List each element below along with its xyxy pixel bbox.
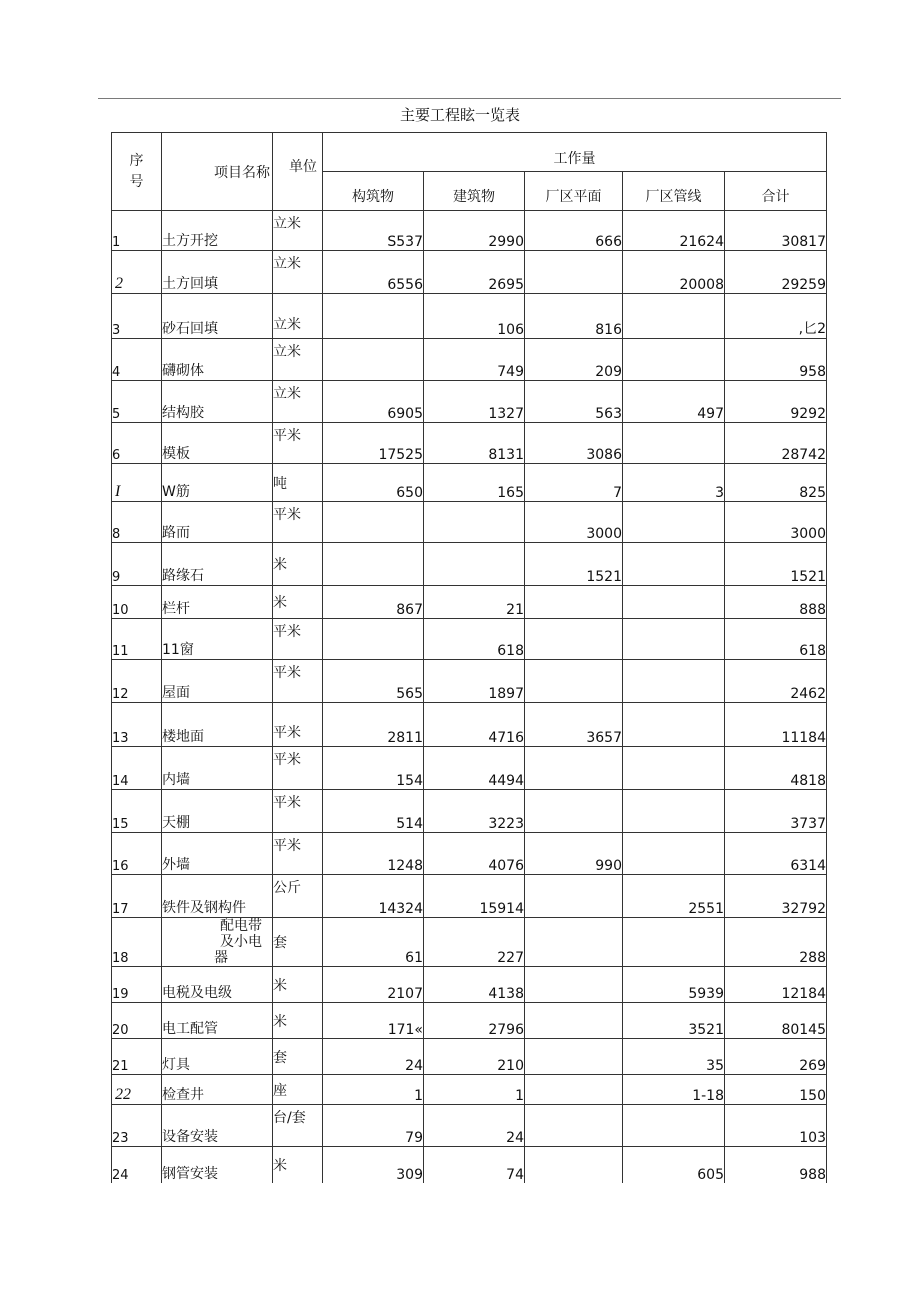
row-site-plane: 3000 bbox=[525, 502, 623, 543]
table-row bbox=[112, 875, 827, 918]
table-row bbox=[112, 747, 827, 790]
row-structures bbox=[323, 339, 424, 381]
row-unit: 公斤 bbox=[273, 875, 323, 918]
row-buildings: 1 bbox=[424, 1075, 525, 1105]
header-seq: 序号 bbox=[112, 133, 162, 211]
row-name: 检查井 bbox=[162, 1075, 273, 1105]
row-name-line: 器 bbox=[214, 950, 228, 966]
row-unit: 米 bbox=[273, 586, 323, 619]
row-unit: 米 bbox=[273, 1147, 323, 1183]
row-unit: 立米 bbox=[273, 251, 323, 294]
row-structures: 565 bbox=[323, 660, 424, 703]
row-structures: 1248 bbox=[323, 833, 424, 875]
row-structures: 24 bbox=[323, 1039, 424, 1075]
row-name: 内墙 bbox=[162, 747, 273, 790]
row-seq: 18 bbox=[112, 918, 162, 967]
header-unit: 单位 bbox=[273, 133, 323, 211]
row-seq: 5 bbox=[112, 381, 162, 423]
table-row bbox=[112, 833, 827, 875]
row-seq: 21 bbox=[112, 1039, 162, 1075]
row-site-plane bbox=[525, 1039, 623, 1075]
row-site-pipelines bbox=[623, 833, 725, 875]
row-name: 屋面 bbox=[162, 660, 273, 703]
row-site-pipelines bbox=[623, 294, 725, 339]
row-structures: 79 bbox=[323, 1105, 424, 1147]
row-site-pipelines bbox=[623, 1105, 725, 1147]
row-structures bbox=[323, 619, 424, 660]
row-site-pipelines bbox=[623, 502, 725, 543]
row-total: 80145 bbox=[725, 1003, 827, 1039]
row-seq: 19 bbox=[112, 967, 162, 1003]
row-site-plane: 1521 bbox=[525, 543, 623, 586]
row-site-plane bbox=[525, 1147, 623, 1183]
row-buildings: 227 bbox=[424, 918, 525, 967]
row-unit: 米 bbox=[273, 543, 323, 586]
row-unit: 平米 bbox=[273, 790, 323, 833]
row-buildings: 1327 bbox=[424, 381, 525, 423]
row-structures bbox=[323, 502, 424, 543]
quantities-table bbox=[111, 132, 827, 1183]
row-structures: 1 bbox=[323, 1075, 424, 1105]
row-site-plane bbox=[525, 1075, 623, 1105]
row-site-plane: 209 bbox=[525, 339, 623, 381]
row-total: ,匕2 bbox=[725, 294, 827, 339]
row-name: 铁件及钢构件 bbox=[162, 875, 273, 918]
row-structures: 650 bbox=[323, 464, 424, 502]
row-unit: 平米 bbox=[273, 703, 323, 747]
row-site-plane bbox=[525, 1105, 623, 1147]
row-name: 礴砌体 bbox=[162, 339, 273, 381]
table-row bbox=[112, 1003, 827, 1039]
row-seq: 9 bbox=[112, 543, 162, 586]
row-name: 路缘石 bbox=[162, 543, 273, 586]
row-unit: 平米 bbox=[273, 502, 323, 543]
row-total: 288 bbox=[725, 918, 827, 967]
row-unit: 套 bbox=[273, 1039, 323, 1075]
row-name: 11窗 bbox=[162, 619, 273, 660]
row-unit: 座 bbox=[273, 1075, 323, 1105]
row-buildings bbox=[424, 502, 525, 543]
row-site-plane: 3086 bbox=[525, 423, 623, 464]
header-col-site-plane: 厂区平面 bbox=[525, 172, 623, 211]
table-row bbox=[112, 464, 827, 502]
row-site-plane bbox=[525, 619, 623, 660]
row-name: 土方回填 bbox=[162, 251, 273, 294]
row-total: 2462 bbox=[725, 660, 827, 703]
row-seq: 11 bbox=[112, 619, 162, 660]
header-col-buildings: 建筑物 bbox=[424, 172, 525, 211]
header-workload: 工作量 bbox=[323, 133, 827, 172]
row-seq: 1 bbox=[112, 211, 162, 251]
row-buildings: 165 bbox=[424, 464, 525, 502]
row-name-line: 配电带及小电 bbox=[220, 918, 262, 950]
row-seq: 24 bbox=[112, 1147, 162, 1183]
row-structures: 14324 bbox=[323, 875, 424, 918]
row-buildings: 15914 bbox=[424, 875, 525, 918]
header-col-site-pipelines: 厂区管线 bbox=[623, 172, 725, 211]
row-name: 钢管安装 bbox=[162, 1147, 273, 1183]
row-site-pipelines: 3 bbox=[623, 464, 725, 502]
row-name: 结构胶 bbox=[162, 381, 273, 423]
row-buildings: 210 bbox=[424, 1039, 525, 1075]
row-structures: 2107 bbox=[323, 967, 424, 1003]
table-row bbox=[112, 381, 827, 423]
table-row bbox=[112, 967, 827, 1003]
row-buildings: 618 bbox=[424, 619, 525, 660]
row-site-plane bbox=[525, 875, 623, 918]
row-buildings: 74 bbox=[424, 1147, 525, 1183]
row-unit: 立米 bbox=[273, 381, 323, 423]
row-site-pipelines bbox=[623, 543, 725, 586]
row-total: 29259 bbox=[725, 251, 827, 294]
row-name: 灯具 bbox=[162, 1039, 273, 1075]
row-name: 外墙 bbox=[162, 833, 273, 875]
row-structures bbox=[323, 294, 424, 339]
row-name: 栏杆 bbox=[162, 586, 273, 619]
row-site-plane: 563 bbox=[525, 381, 623, 423]
row-buildings: 2796 bbox=[424, 1003, 525, 1039]
row-unit: 套 bbox=[273, 918, 323, 967]
row-site-pipelines bbox=[623, 619, 725, 660]
table-row bbox=[112, 502, 827, 543]
row-total: 618 bbox=[725, 619, 827, 660]
row-unit: 平米 bbox=[273, 660, 323, 703]
table-row bbox=[112, 1105, 827, 1147]
row-unit: 立米 bbox=[273, 294, 323, 339]
row-buildings: 8131 bbox=[424, 423, 525, 464]
row-seq: 17 bbox=[112, 875, 162, 918]
row-structures: 171« bbox=[323, 1003, 424, 1039]
row-total: 988 bbox=[725, 1147, 827, 1183]
table-row bbox=[112, 423, 827, 464]
row-seq: 15 bbox=[112, 790, 162, 833]
row-site-pipelines bbox=[623, 586, 725, 619]
row-site-pipelines bbox=[623, 339, 725, 381]
table-title: 主要工程眩一览表 bbox=[399, 106, 520, 124]
row-structures: 2811 bbox=[323, 703, 424, 747]
row-buildings: 21 bbox=[424, 586, 525, 619]
table-row bbox=[112, 211, 827, 251]
row-total: 150 bbox=[725, 1075, 827, 1105]
row-buildings: 3223 bbox=[424, 790, 525, 833]
row-name: 土方开挖 bbox=[162, 211, 273, 251]
table-row bbox=[112, 790, 827, 833]
row-site-pipelines bbox=[623, 423, 725, 464]
row-structures: 514 bbox=[323, 790, 424, 833]
table-row bbox=[112, 251, 827, 294]
table-row bbox=[112, 1075, 827, 1105]
row-name: W筋 bbox=[162, 464, 273, 502]
row-total: 269 bbox=[725, 1039, 827, 1075]
table-row bbox=[112, 586, 827, 619]
row-total: 4818 bbox=[725, 747, 827, 790]
top-rule bbox=[98, 98, 841, 99]
table-row bbox=[112, 1147, 827, 1183]
table-row bbox=[112, 619, 827, 660]
row-name: 模板 bbox=[162, 423, 273, 464]
row-total: 888 bbox=[725, 586, 827, 619]
row-site-pipelines bbox=[623, 790, 725, 833]
row-total: 12184 bbox=[725, 967, 827, 1003]
row-unit: 立米 bbox=[273, 339, 323, 381]
row-site-plane bbox=[525, 1003, 623, 1039]
row-seq: 14 bbox=[112, 747, 162, 790]
row-unit: 平米 bbox=[273, 747, 323, 790]
row-seq: 2 bbox=[112, 251, 162, 294]
row-structures: 154 bbox=[323, 747, 424, 790]
row-site-plane: 666 bbox=[525, 211, 623, 251]
row-name: 砂石回填 bbox=[162, 294, 273, 339]
row-buildings: 1897 bbox=[424, 660, 525, 703]
row-site-plane bbox=[525, 790, 623, 833]
table-row bbox=[112, 703, 827, 747]
row-unit: 平米 bbox=[273, 833, 323, 875]
row-buildings: 2990 bbox=[424, 211, 525, 251]
row-total: 1521 bbox=[725, 543, 827, 586]
row-unit: 米 bbox=[273, 967, 323, 1003]
row-structures: 17525 bbox=[323, 423, 424, 464]
row-site-plane bbox=[525, 660, 623, 703]
row-seq: 3 bbox=[112, 294, 162, 339]
row-buildings: 4494 bbox=[424, 747, 525, 790]
row-total: 103 bbox=[725, 1105, 827, 1147]
row-seq: 13 bbox=[112, 703, 162, 747]
row-site-plane bbox=[525, 747, 623, 790]
header-col-total: 合计 bbox=[725, 172, 827, 211]
row-site-pipelines: 1-18 bbox=[623, 1075, 725, 1105]
row-site-pipelines: 5939 bbox=[623, 967, 725, 1003]
row-total: 11184 bbox=[725, 703, 827, 747]
row-total: 3737 bbox=[725, 790, 827, 833]
row-structures: 6905 bbox=[323, 381, 424, 423]
row-site-pipelines: 3521 bbox=[623, 1003, 725, 1039]
table-row bbox=[112, 543, 827, 586]
row-site-pipelines: 605 bbox=[623, 1147, 725, 1183]
row-site-pipelines: 497 bbox=[623, 381, 725, 423]
row-site-pipelines: 2551 bbox=[623, 875, 725, 918]
row-buildings: 24 bbox=[424, 1105, 525, 1147]
table-row bbox=[112, 1039, 827, 1075]
row-seq: 10 bbox=[112, 586, 162, 619]
row-seq: 23 bbox=[112, 1105, 162, 1147]
row-site-pipelines bbox=[623, 747, 725, 790]
row-site-plane bbox=[525, 251, 623, 294]
row-total: 825 bbox=[725, 464, 827, 502]
row-total: 30817 bbox=[725, 211, 827, 251]
row-name: 设备安装 bbox=[162, 1105, 273, 1147]
row-site-plane bbox=[525, 918, 623, 967]
table-row bbox=[112, 660, 827, 703]
row-site-pipelines: 35 bbox=[623, 1039, 725, 1075]
row-unit: 平米 bbox=[273, 423, 323, 464]
row-site-pipelines bbox=[623, 918, 725, 967]
row-seq: 8 bbox=[112, 502, 162, 543]
row-seq: 12 bbox=[112, 660, 162, 703]
row-name: 路而 bbox=[162, 502, 273, 543]
row-site-pipelines: 21624 bbox=[623, 211, 725, 251]
header-col-structures: 构筑物 bbox=[323, 172, 424, 211]
row-seq: 4 bbox=[112, 339, 162, 381]
row-name: 电税及电级 bbox=[162, 967, 273, 1003]
row-seq: 6 bbox=[112, 423, 162, 464]
row-unit: 吨 bbox=[273, 464, 323, 502]
row-site-plane bbox=[525, 967, 623, 1003]
row-buildings: 749 bbox=[424, 339, 525, 381]
row-seq: 22 bbox=[112, 1075, 162, 1105]
row-name: 天棚 bbox=[162, 790, 273, 833]
row-site-pipelines: 20008 bbox=[623, 251, 725, 294]
row-buildings: 4716 bbox=[424, 703, 525, 747]
row-total: 28742 bbox=[725, 423, 827, 464]
row-buildings: 106 bbox=[424, 294, 525, 339]
row-structures: S537 bbox=[323, 211, 424, 251]
row-total: 958 bbox=[725, 339, 827, 381]
row-seq: 16 bbox=[112, 833, 162, 875]
row-unit: 米 bbox=[273, 1003, 323, 1039]
row-site-pipelines bbox=[623, 660, 725, 703]
row-site-plane: 3657 bbox=[525, 703, 623, 747]
row-unit: 立米 bbox=[273, 211, 323, 251]
row-site-plane: 990 bbox=[525, 833, 623, 875]
row-total: 6314 bbox=[725, 833, 827, 875]
row-structures: 309 bbox=[323, 1147, 424, 1183]
row-buildings: 2695 bbox=[424, 251, 525, 294]
row-name: 电工配管 bbox=[162, 1003, 273, 1039]
row-total: 3000 bbox=[725, 502, 827, 543]
row-seq: 20 bbox=[112, 1003, 162, 1039]
row-name: 楼地面 bbox=[162, 703, 273, 747]
row-buildings bbox=[424, 543, 525, 586]
header-name: 项目名称 bbox=[162, 133, 273, 211]
row-name bbox=[162, 918, 273, 967]
row-structures: 6556 bbox=[323, 251, 424, 294]
row-structures: 867 bbox=[323, 586, 424, 619]
table-row bbox=[112, 918, 827, 967]
row-site-plane bbox=[525, 586, 623, 619]
row-structures bbox=[323, 543, 424, 586]
row-site-plane: 816 bbox=[525, 294, 623, 339]
row-buildings: 4138 bbox=[424, 967, 525, 1003]
table-row bbox=[112, 294, 827, 339]
row-seq: I bbox=[112, 464, 162, 502]
row-site-pipelines bbox=[623, 703, 725, 747]
row-buildings: 4076 bbox=[424, 833, 525, 875]
row-structures: 61 bbox=[323, 918, 424, 967]
row-unit: 平米 bbox=[273, 619, 323, 660]
table-row bbox=[112, 339, 827, 381]
row-total: 9292 bbox=[725, 381, 827, 423]
row-unit: 台/套 bbox=[273, 1105, 323, 1147]
row-site-plane: 7 bbox=[525, 464, 623, 502]
row-total: 32792 bbox=[725, 875, 827, 918]
